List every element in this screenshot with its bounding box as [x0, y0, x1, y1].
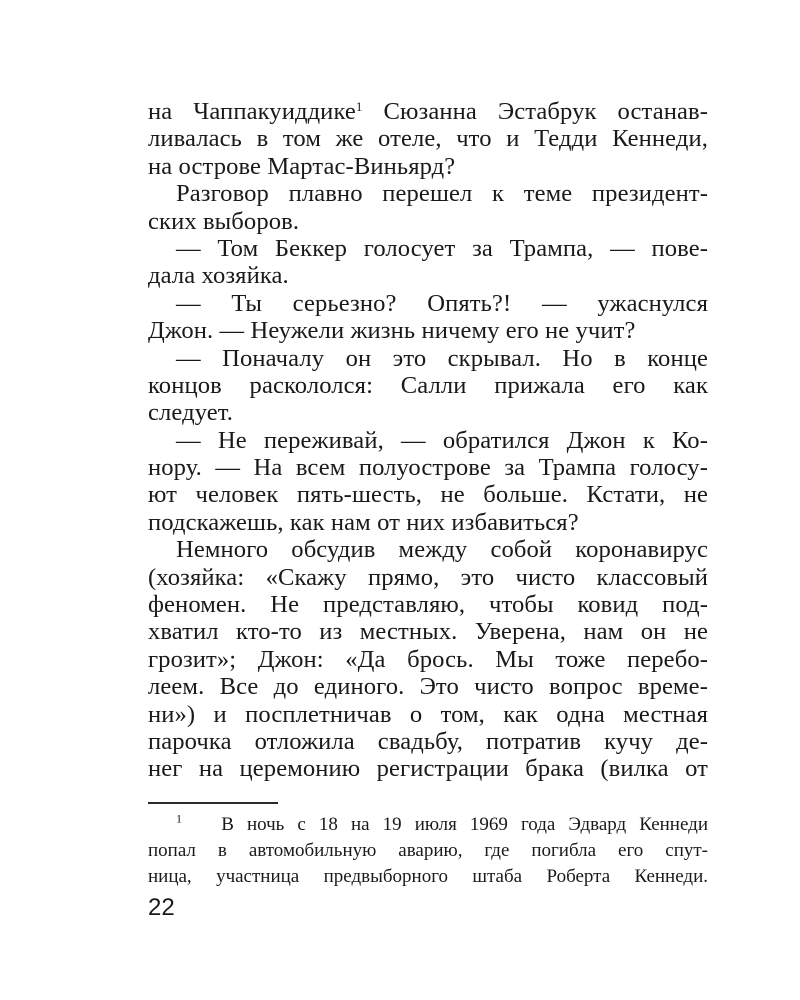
text-line: ни») и посплетничав о том, как одна местная [148, 700, 708, 728]
footnote-line: попал в автомобильную аварию, где погибла его спут- [148, 840, 708, 861]
page-number: 22 [148, 894, 175, 921]
text-line: феномен. Не представляю, чтобы ковид под- [148, 591, 708, 619]
text-line: Немного обсудив между собой коронавирус [176, 536, 708, 564]
text-line: ских выборов. [148, 207, 300, 235]
text-line: — Поначалу он это скрывал. Но в конце [176, 344, 708, 372]
footnote-line: ница, участница предвыборного штаба Роберта Кеннеди. [148, 866, 708, 887]
text-line: — Том Беккер голосует за Трампа, — пове- [176, 234, 708, 262]
text-line: грозит»; Джон: «Да брось. Мы тоже перебо- [148, 645, 708, 673]
text-line: дала хозяйка. [148, 262, 289, 290]
text-line: Джон. — Неужели жизнь ничему его не учит? [148, 317, 636, 345]
text-fragment: Сюзанна Эстабрук останав- [362, 98, 708, 125]
text-line: следует. [148, 399, 234, 427]
text-line: концов раскололся: Салли прижала его как [148, 371, 708, 399]
footnote-text: В ночь с 18 на 19 июля 1969 года Эдвард Кеннеди [221, 814, 708, 835]
text-line: леем. Все до единого. Это чисто вопрос време- [148, 673, 708, 701]
text-line [148, 98, 708, 125]
text-line: нег на церемонию регистрации брака (вилка от [148, 755, 708, 783]
footnote-divider [148, 802, 278, 804]
footnote-reference: 1 [355, 99, 363, 114]
text-line: нору. — На всем полуострове за Трампа голосу- [148, 454, 708, 482]
text-fragment: на Чаппакуиддике [148, 98, 356, 125]
footnote-marker: 1 [176, 811, 182, 826]
footnote [148, 812, 708, 890]
text-line: хватил кто-то из местных. Уверена, нам он не [148, 618, 708, 646]
text-line: ют человек пять-шесть, не больше. Кстати, не [148, 481, 708, 509]
text-line: на острове Мартас-Виньярд? [148, 152, 456, 180]
footnote-line [148, 812, 708, 838]
text-line: подскажешь, как нам от них избавиться? [148, 508, 579, 536]
main-text [148, 98, 708, 783]
text-line: Разговор плавно перешел к теме президент- [176, 180, 708, 208]
text-line: парочка отложила свадьбу, потратив кучу де- [148, 727, 708, 755]
text-line: (хозяйка: «Скажу прямо, это чисто классовый [148, 563, 708, 591]
text-line: ливалась в том же отеле, что и Тедди Кеннеди, [148, 125, 708, 153]
text-line: — Не переживай, — обратился Джон к Ко- [176, 426, 708, 454]
text-line: — Ты серьезно? Опять?! — ужаснулся [176, 289, 708, 317]
